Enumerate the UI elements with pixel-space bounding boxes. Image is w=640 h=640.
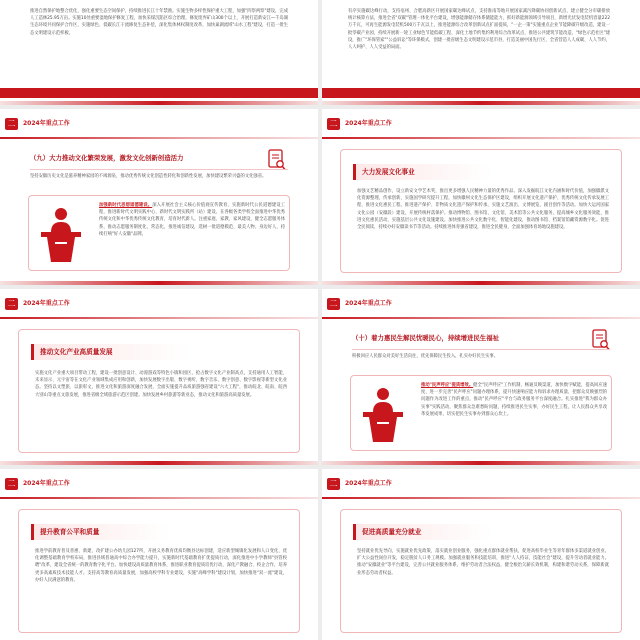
header-title: 2024年重点工作 [345,300,392,307]
ecology-text: 推进自然保护地整合优化，强化重要生态空间保护，持续推进长江十年禁渔。实施生物多样性保护重大工程，加强"四察两察"建设，完成人工造林25.95万亩。实施10处重要湿地保护修复工程，加快采煤沉陷区综合治理，修复废弃矿山300个以上，开展打造新安江—千岛湖生态环境共同保护合作区，实施绿色、低碳长江干流修复生态补偿，深化集体林权制度改革，加快巢湖流域"山水工程"建设，打造一批生态文明建设示范样板。 [30,9,288,36]
document-search-icon [268,149,286,171]
slide-top-left[interactable] [0,0,318,105]
section-number-icon: 二 [5,118,18,130]
subsection-title-bar [31,344,191,360]
section-number-icon: 二 [327,478,340,490]
header-underline [0,317,318,319]
slide-header [0,109,318,139]
header-underline [322,137,640,139]
slide-livelihood-sec10[interactable] [322,289,640,465]
morality-body: 深入开展社会主义核心价值观宣传教育，实施新时代公民道德建设工程，推进新时代文明实践中心、新时代文明实践所（站）建设，在各级各类学校全面推进中华优秀传统文化和中华优秀传统文化教育，培育时代新人。注重家庭、家教、家风建设，健全志愿服务体系，推动志愿服务制度化、常态化，推进诚信建设，选树一批道德模范、最美人物、身边好人，持续打响"好人安徽"品牌。 [99,203,285,237]
slide-header [322,289,640,319]
slide-education[interactable] [0,469,318,640]
section-number-icon: 二 [327,298,340,310]
culture-dev-text: 加强文艺精品创作，设立新安文学艺术奖，推出更多增强人民精神力量的优秀作品。深入发掘皖江文化内涵和时代价值，加强徽派文化资源整理，传承创新，实施国学研究提升工程，加快徽州文化生态保护区建设，组织开展文化遗产保护、优秀传统文化传承发展工程，推进文化惠民工程。推进遗产保护、非物质文化遗产保护和传承，实施文艺演出、文博展览、剧目创作等活动。加快大运河国家文化公园（安徽段）建设，开展传统村落保护。推动博物馆、图书馆、文化馆、美术馆等公共文化服务，提高城乡文化服务效能，推进文化惠民活动，实施基层公共文化设施建设。加快推进公共文化数字化、智能化建设，推动图书馆、档案馆馆藏资源数字化。促进全民阅读，持续办好安徽读书节等活动。持续推进体育强省建设，推进全民健身，全面加强体育场地设施建设。 [357,189,609,231]
header-title: 2024年重点工作 [23,300,70,307]
slide-header [0,289,318,319]
section-intro: 坚持安徽历史文化是滋养精神家园的不竭源泉，推动优秀传统文化创造性转化和创新性发展，加快建设繁荣兴盛的文化强省。 [30,174,267,179]
subsection-title: 提升教育公平和质量 [40,528,100,536]
section-divider [30,169,288,170]
podium-speaker-icon [37,206,85,264]
slide-header [0,469,318,499]
culture-industry-text: 实施文化产业重大项目带动工程，建设一批创意设计、动漫游戏等特色小镇和园区，抢占数字文化产业制高点，支持通用人工智能、未来显示、元宇宙等在文化产业领域集成应用和创新，加快发展数字出版、数字视听、数字音乐、数字创意、数字影视等新型文化业态。坚持以文塑旅、以旅彰文，推进文化和旅游深度融合发展，全面实施提升品质旅游强省建设"六大工程"，推动皖北、皖南、皖西大别山等重点文旅发展，推进省级全域旅游示范区创建。加快发展乡村旅游等新业态，推动文化和旅游高质量发展。 [35,371,287,398]
people-voice-text [421,382,607,448]
highlight-phrase[interactable]: 加强新时代思想道德建设。 [99,203,153,208]
header-title: 2024年重点工作 [345,120,392,127]
subsection-title-bar [353,524,493,540]
slide-bottom-bar [0,88,318,98]
slide-culture-sec9[interactable] [0,109,318,285]
section-title: （九）大力推动文化繁荣发展，激发文化创新创造活力 [30,154,184,162]
podium-speaker-icon [359,386,407,444]
content-card [350,375,612,451]
header-title: 2024年重点工作 [345,480,392,487]
employment-text: 坚持就业优先导向，实施就业优先政策，落实就业创业服务，强化重点群体就业帮扶，促进高校毕业生等青年群体多渠道就业创业。扩大公益性岗位开发，稳定脱贫人口务工规模。加强就业服务和技能培训，推进"人人持证、技能社会"建设，提升劳动者就业能力。推动"安徽就业"等平台建设，完善公共就业服务体系，维护劳动者合法权益，健全根治欠薪长效机制，构建和谐劳动关系，保障新就业形态劳动者权益。 [357,549,609,576]
slide-bottom-bar [322,88,640,98]
slide-culture-industry[interactable] [0,289,318,465]
education-text: 推进学前教育普及普惠、新建、改扩建公办幼儿园127所，开展义务教育优质均衡县达标创建，适应新型城镇化发展和人口变化，优化调整基础教育学校布局，推进县域普通高中综合办学能力提升，实施新时代基础教育扩优提质行动，深化推进中小学教师"县管校聘"改革，建设全省统一的教育数字化平台。加快建设高质量教育体系，推进职业教育提质培优行动，深化产教融合、校企合作，培养更多高素质技术技能人才。支持高等教育高质量发展，加强高校学科专业建设，实施"高峰学科"建设计划，加快推进"双一流"建设，办好人民满意的教育。 [35,549,287,583]
section-intro: 积极回应人民群众对美好生活向往，优先保障民生投入，扎实办好民生实事。 [352,354,499,359]
section-number-icon: 二 [5,478,18,490]
document-search-icon [592,329,610,351]
header-underline [322,497,640,499]
slide-footer-band [322,101,640,105]
slide-header [322,469,640,499]
slide-top-right[interactable] [322,0,640,105]
section-number-icon: 二 [5,298,18,310]
header-underline [0,497,318,499]
highlight-phrase[interactable]: 推动"民声呼应"提质增效。 [421,383,474,388]
subsection-title: 推动文化产业高质量发展 [40,348,113,356]
carbon-text: 有序实施碳达峰行动，支持亳州、合肥高新区开展国家碳达峰试点，支持淮南等地开展国家减污降碳协同创新试点，建立健全分市碳排放统计核算方法，推进全省"双碳"管理一体化平台建设，增强能源储存体系储能能力，抓好新能源领域引导项目，新增光伏发电装机容量222万千瓦，可再生能源发电装机500万千瓦以上，推进能源综合改革创新试点扩面提质，"一企一策"实施重点企业节能降碳升级改造，建设一批零碳产业园，持续开展新一轮工业绿色节能低碳工程，深化土地节约集约利用综合改革试点，推进公共建筑节能改造，"绿色示范社区"建设，推广"环保管家""公益诉讼"等环保模式，创建一批省级生态文明建设示范市县，打造美丽中国先行区，全省营造人人成碳、人人节约、人人呵护、人人受益的局面。 [348,9,610,51]
header-title: 2024年重点工作 [23,120,70,127]
content-card [340,149,622,273]
content-card [18,329,300,453]
slide-header [322,109,640,139]
subsection-title: 大力发展文化事业 [362,168,415,176]
slide-footer-band [0,281,318,285]
header-underline [0,137,318,139]
slide-footer-band [0,101,318,105]
content-card [340,509,622,633]
slide-footer-band [0,461,318,465]
section-divider [352,349,610,350]
subsection-title: 促进高质量充分就业 [362,528,422,536]
slide-employment[interactable] [322,469,640,640]
slide-footer-band [322,461,640,465]
header-underline [322,317,640,319]
section-title: （十）着力惠民生解民忧暖民心，持续增进民生福祉 [352,334,499,342]
subsection-title-bar [31,524,171,540]
subsection-title-bar [353,164,493,180]
content-card [28,195,290,271]
section-number-icon: 二 [327,118,340,130]
slide-culture-undertaking[interactable] [322,109,640,285]
morality-text [99,202,285,268]
slide-footer-band [322,281,640,285]
header-title: 2024年重点工作 [23,480,70,487]
people-voice-body: 健全"民声呼应"工作机制，畅通反映渠道，加快数字赋能，提高回应速度，进一步完善"民声呼应"问题办理体系，提升快速响应能力和诉求办理质量，把群众反映强烈的问题作为改进工作的重点，推动"民声呼应"平台与政务服务平台深度融合。扎实推进"我为群众办实事"实践活动，聚焦群众急难愁盼问题，持续推进民生实事，办好民生工程，让人民群众共享改革发展成果，切实把民生实事办到群众心坎上。 [421,383,607,417]
content-card [18,509,300,633]
